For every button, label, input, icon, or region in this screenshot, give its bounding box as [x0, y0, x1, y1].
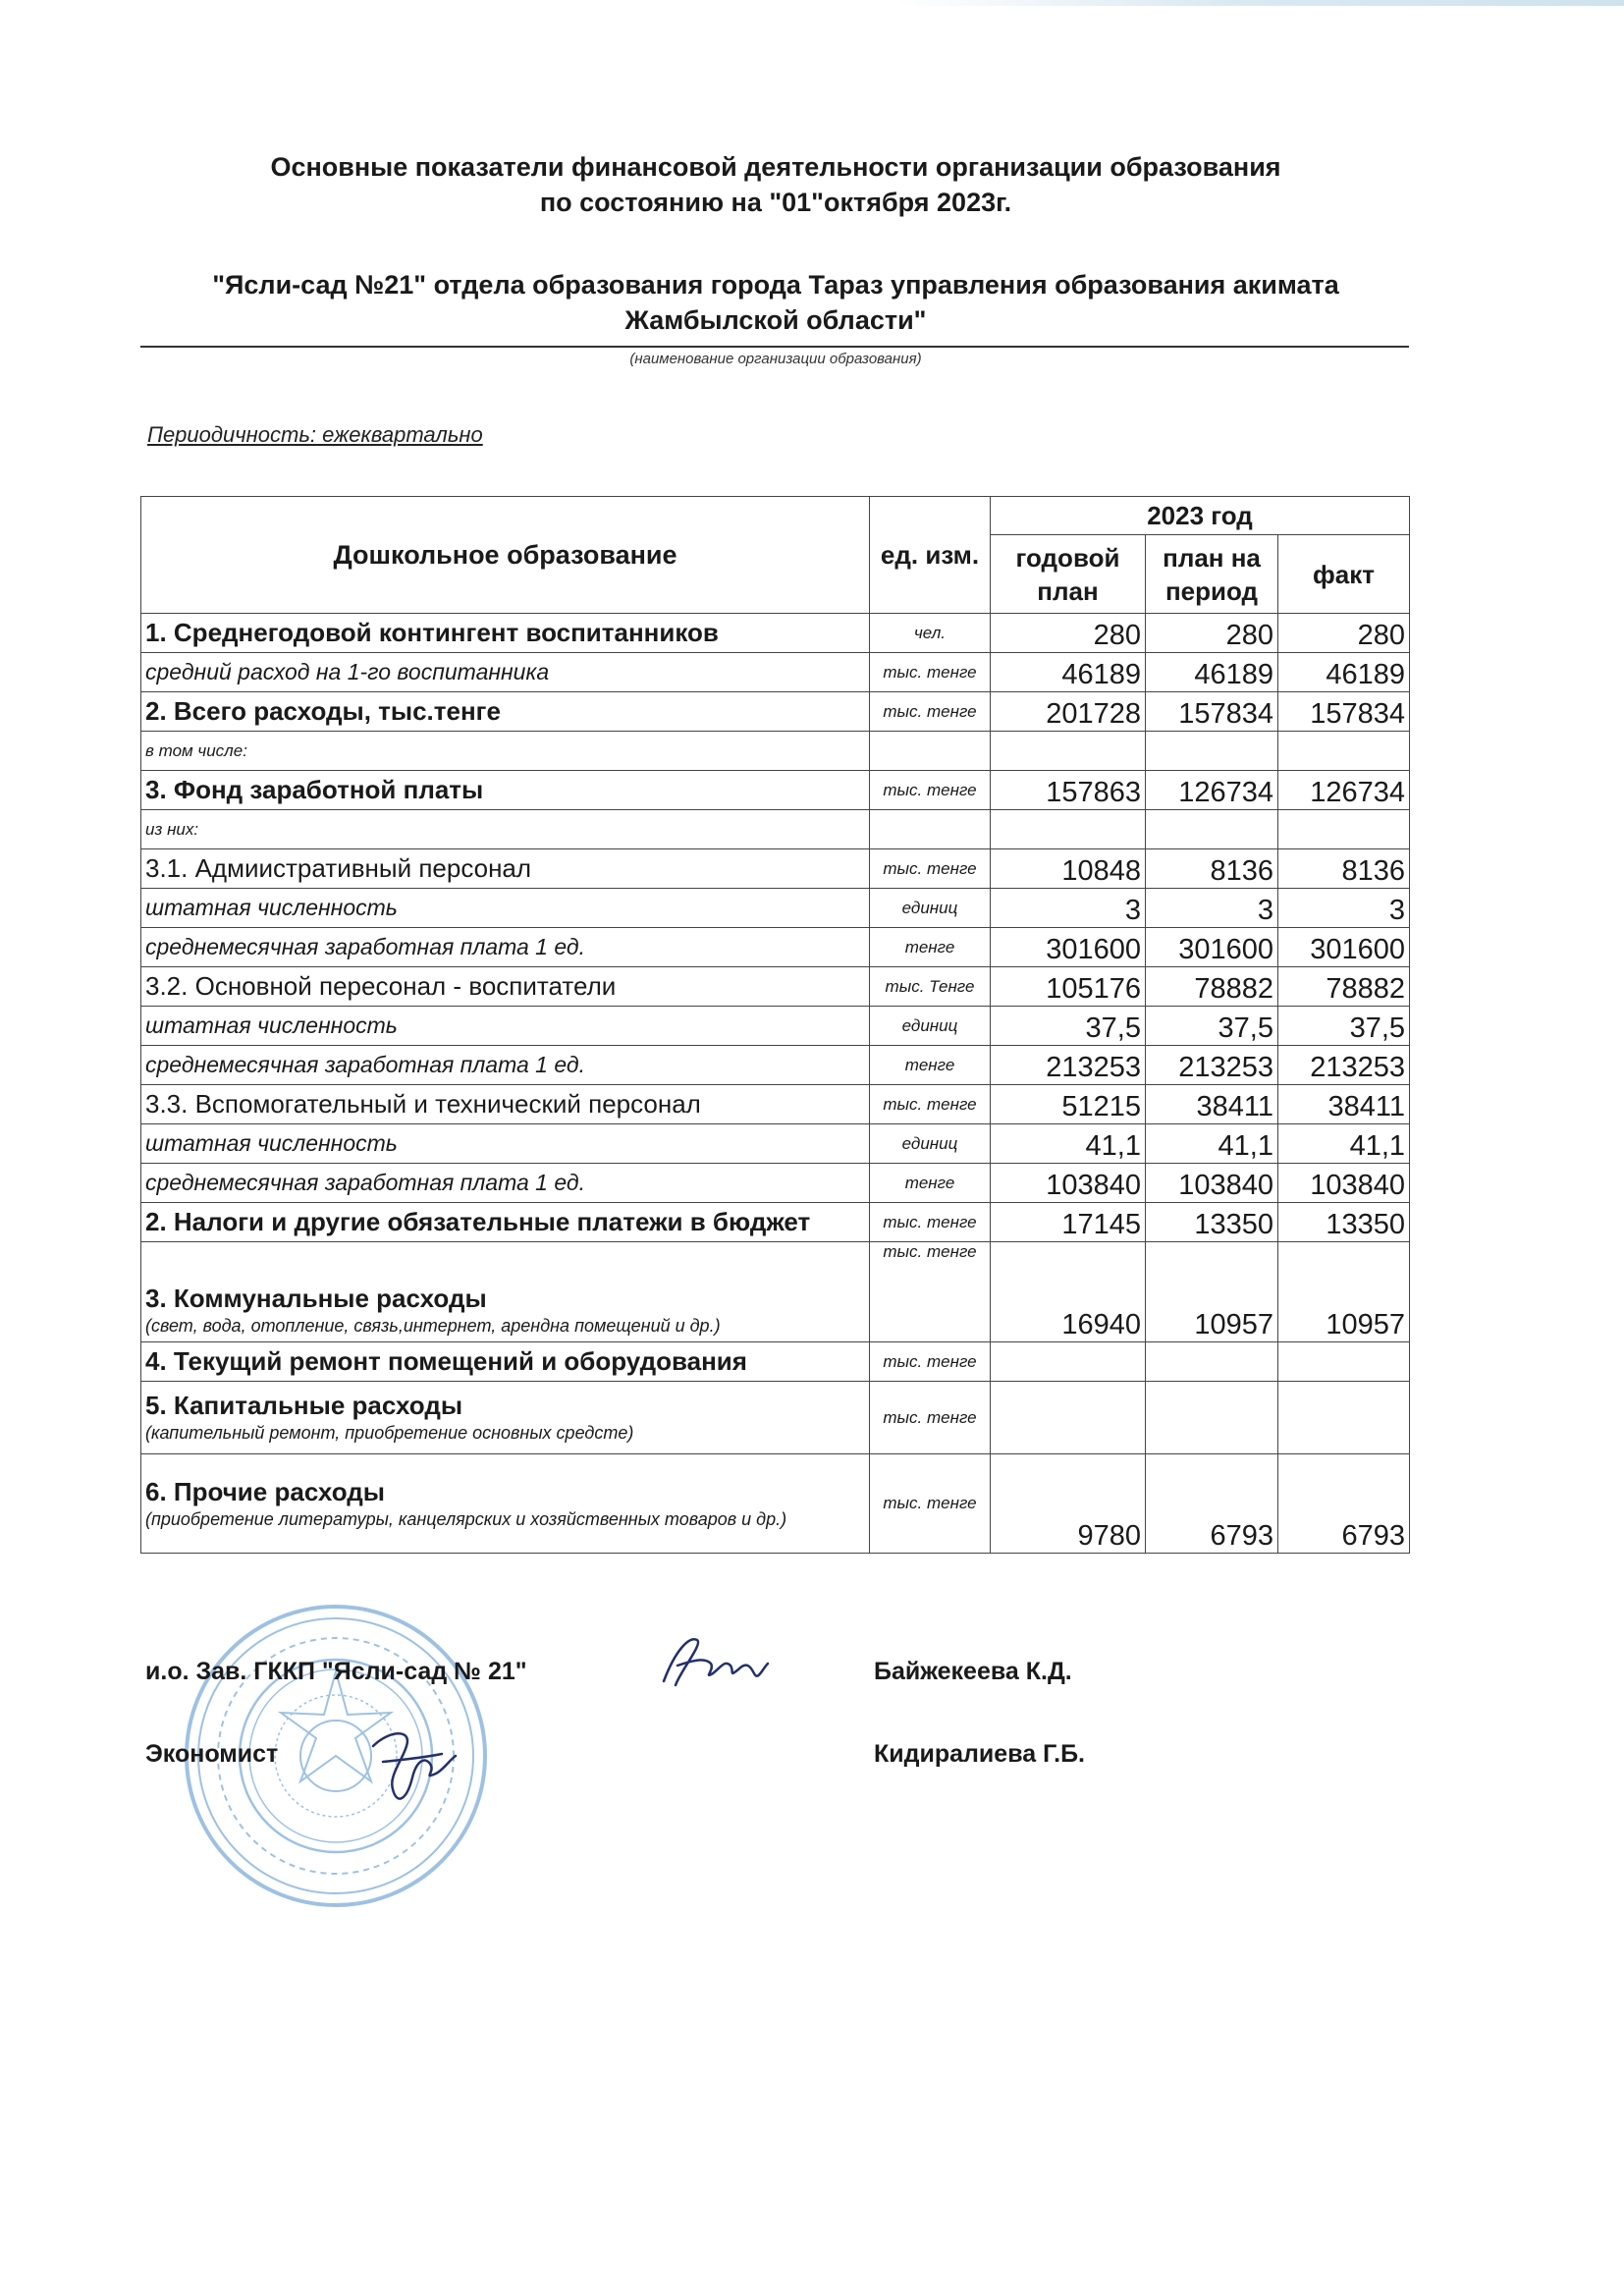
row-title: 3. Коммунальные расходы — [145, 1284, 487, 1313]
cell-annual: 17145 — [991, 1203, 1146, 1242]
table-row — [141, 1242, 1410, 1342]
header-fact: факт — [1278, 535, 1410, 614]
row-name: среднемесячная заработная плата 1 ед. — [141, 928, 870, 967]
table-row — [141, 1164, 1410, 1203]
cell-fact: 213253 — [1278, 1046, 1410, 1085]
row-unit — [870, 810, 991, 849]
table-row — [141, 1007, 1410, 1046]
document-title — [196, 149, 1355, 220]
cell-period: 280 — [1146, 614, 1278, 653]
row-name: 3.1. Адмиистративный персонал — [141, 849, 870, 889]
cell-period — [1146, 810, 1278, 849]
row-name — [141, 1454, 870, 1554]
row-unit: тыс. тенге — [870, 1454, 991, 1554]
cell-annual — [991, 810, 1146, 849]
cell-annual: 16940 — [991, 1242, 1146, 1342]
cell-annual: 280 — [991, 614, 1146, 653]
row-name: 2. Налоги и другие обязательные платежи в бюджет — [141, 1203, 870, 1242]
cell-annual: 41,1 — [991, 1124, 1146, 1164]
cell-period: 3 — [1146, 889, 1278, 928]
table-row — [141, 692, 1410, 732]
row-unit: единиц — [870, 889, 991, 928]
cell-annual: 105176 — [991, 967, 1146, 1007]
header-period-line-1: план на — [1163, 542, 1261, 573]
row-name: 3.2. Основной пересонал - воспитатели — [141, 967, 870, 1007]
table-row — [141, 614, 1410, 653]
org-line-2: Жамбылской области" — [624, 305, 927, 335]
row-title: 6. Прочие расходы — [145, 1476, 385, 1506]
cell-fact: 41,1 — [1278, 1124, 1410, 1164]
table-row — [141, 1124, 1410, 1164]
table-row — [141, 1203, 1410, 1242]
cell-fact: 10957 — [1278, 1242, 1410, 1342]
table-row — [141, 849, 1410, 889]
row-name: средний расход на 1-го воспитанника — [141, 653, 870, 692]
cell-fact: 103840 — [1278, 1164, 1410, 1203]
row-unit: тенге — [870, 1046, 991, 1085]
scan-edge — [0, 0, 1624, 6]
row-name: штатная численность — [141, 889, 870, 928]
economist-signature-icon — [353, 1717, 461, 1815]
row-subtitle: (свет, вода, отопление, связь,интернет, арендна помещений и др.) — [145, 1316, 721, 1336]
cell-period: 46189 — [1146, 653, 1278, 692]
cell-fact — [1278, 1342, 1410, 1382]
title-line-2: по состоянию на "01"октября 2023г. — [539, 188, 1012, 217]
table-row — [141, 771, 1410, 810]
cell-fact: 157834 — [1278, 692, 1410, 732]
row-name — [141, 1382, 870, 1454]
header-preschool: Дошкольное образование — [141, 497, 870, 614]
cell-fact: 6793 — [1278, 1454, 1410, 1554]
row-unit: тыс. тенге — [870, 653, 991, 692]
cell-period: 38411 — [1146, 1085, 1278, 1124]
cell-fact: 46189 — [1278, 653, 1410, 692]
row-subtitle: (приобретение литературы, канцелярских и хозяйственных товаров и др.) — [145, 1508, 787, 1529]
cell-annual: 103840 — [991, 1164, 1146, 1203]
header-year: 2023 год — [991, 497, 1410, 535]
economist-position-label: Экономист — [145, 1740, 279, 1768]
cell-annual: 3 — [991, 889, 1146, 928]
cell-annual: 46189 — [991, 653, 1146, 692]
cell-fact — [1278, 1382, 1410, 1454]
row-unit: тыс. тенге — [870, 1382, 991, 1454]
cell-annual: 10848 — [991, 849, 1146, 889]
cell-annual: 51215 — [991, 1085, 1146, 1124]
row-name: 3. Фонд заработной платы — [141, 771, 870, 810]
cell-fact: 280 — [1278, 614, 1410, 653]
cell-period — [1146, 1382, 1278, 1454]
cell-period: 37,5 — [1146, 1007, 1278, 1046]
table-row — [141, 1085, 1410, 1124]
cell-annual: 301600 — [991, 928, 1146, 967]
cell-fact: 78882 — [1278, 967, 1410, 1007]
table-row — [141, 1454, 1410, 1554]
table-row — [141, 1342, 1410, 1382]
cell-period: 41,1 — [1146, 1124, 1278, 1164]
cell-period: 78882 — [1146, 967, 1278, 1007]
row-name: 1. Среднегодовой контингент воспитанников — [141, 614, 870, 653]
cell-period — [1146, 732, 1278, 771]
cell-fact: 37,5 — [1278, 1007, 1410, 1046]
cell-annual: 157863 — [991, 771, 1146, 810]
row-unit — [870, 732, 991, 771]
row-unit: тыс. тенге — [870, 771, 991, 810]
table-row — [141, 889, 1410, 928]
cell-fact: 8136 — [1278, 849, 1410, 889]
cell-period: 10957 — [1146, 1242, 1278, 1342]
cell-fact — [1278, 732, 1410, 771]
org-caption: (наименование организации образования) — [629, 351, 922, 367]
row-unit: тыс. тенге — [870, 1085, 991, 1124]
row-name: среднемесячная заработная плата 1 ед. — [141, 1164, 870, 1203]
header-period-plan — [1146, 535, 1278, 614]
title-line-1: Основные показатели финансовой деятельности организации образования — [270, 152, 1281, 182]
cell-annual: 9780 — [991, 1454, 1146, 1554]
row-unit: тенге — [870, 1164, 991, 1203]
row-unit: тыс. тенге — [870, 849, 991, 889]
row-unit: тыс. тенге — [870, 1203, 991, 1242]
row-unit: тыс. тенге — [870, 692, 991, 732]
cell-period: 6793 — [1146, 1454, 1278, 1554]
org-line-1: "Ясли-сад №21" отдела образования города Тараз управления образования акимата — [212, 270, 1339, 300]
organization-name — [142, 267, 1409, 338]
table-row — [141, 732, 1410, 771]
row-name: среднемесячная заработная плата 1 ед. — [141, 1046, 870, 1085]
row-unit: тенге — [870, 928, 991, 967]
table-row — [141, 1046, 1410, 1085]
row-name: в том числе: — [141, 732, 870, 771]
table-row — [141, 967, 1410, 1007]
head-signature-icon — [656, 1630, 774, 1699]
row-name: 3.3. Вспомогательный и технический персонал — [141, 1085, 870, 1124]
header-annual-line-2: план — [1037, 575, 1099, 606]
periodicity-label: Периодичность: ежеквартально — [147, 422, 483, 447]
cell-period: 103840 — [1146, 1164, 1278, 1203]
row-name: штатная численность — [141, 1124, 870, 1164]
row-unit: тыс. тенге — [870, 1242, 991, 1342]
row-name — [141, 1242, 870, 1342]
row-subtitle: (капительный ремонт, приобретение основных средстe) — [145, 1423, 634, 1443]
table-row — [141, 810, 1410, 849]
row-title: 5. Капитальные расходы — [145, 1391, 463, 1420]
row-name: 2. Всего расходы, тыс.тенге — [141, 692, 870, 732]
header-unit: ед. изм. — [870, 497, 991, 614]
row-name: штатная численность — [141, 1007, 870, 1046]
table-row — [141, 1382, 1410, 1454]
head-name: Байжекеева К.Д. — [874, 1658, 1072, 1685]
row-unit: тыс. тенге — [870, 1342, 991, 1382]
cell-annual — [991, 1342, 1146, 1382]
cell-period: 301600 — [1146, 928, 1278, 967]
row-name: 4. Текущий ремонт помещений и оборудования — [141, 1342, 870, 1382]
economist-name: Кидиралиева Г.Б. — [874, 1740, 1085, 1768]
cell-period: 157834 — [1146, 692, 1278, 732]
cell-annual: 213253 — [991, 1046, 1146, 1085]
header-period-line-2: период — [1164, 575, 1259, 606]
row-unit: чел. — [870, 614, 991, 653]
header-annual-line-1: годовой — [1015, 542, 1120, 573]
cell-fact: 13350 — [1278, 1203, 1410, 1242]
header-annual-plan — [991, 535, 1146, 614]
financial-table — [140, 496, 1410, 1554]
row-unit: тыс. Тенге — [870, 967, 991, 1007]
cell-period: 13350 — [1146, 1203, 1278, 1242]
table-row — [141, 653, 1410, 692]
table-row — [141, 928, 1410, 967]
cell-fact: 3 — [1278, 889, 1410, 928]
row-name: из них: — [141, 810, 870, 849]
cell-annual — [991, 732, 1146, 771]
cell-annual: 37,5 — [991, 1007, 1146, 1046]
head-position-label: и.о. Зав. ГККП "Ясли-сад № 21" — [145, 1658, 527, 1685]
cell-period: 126734 — [1146, 771, 1278, 810]
cell-period: 8136 — [1146, 849, 1278, 889]
row-unit: единиц — [870, 1007, 991, 1046]
cell-period — [1146, 1342, 1278, 1382]
cell-fact — [1278, 810, 1410, 849]
org-underline — [140, 346, 1409, 348]
cell-period: 213253 — [1146, 1046, 1278, 1085]
cell-fact: 38411 — [1278, 1085, 1410, 1124]
cell-annual — [991, 1382, 1146, 1454]
cell-fact: 126734 — [1278, 771, 1410, 810]
cell-fact: 301600 — [1278, 928, 1410, 967]
row-unit: единиц — [870, 1124, 991, 1164]
cell-annual: 201728 — [991, 692, 1146, 732]
